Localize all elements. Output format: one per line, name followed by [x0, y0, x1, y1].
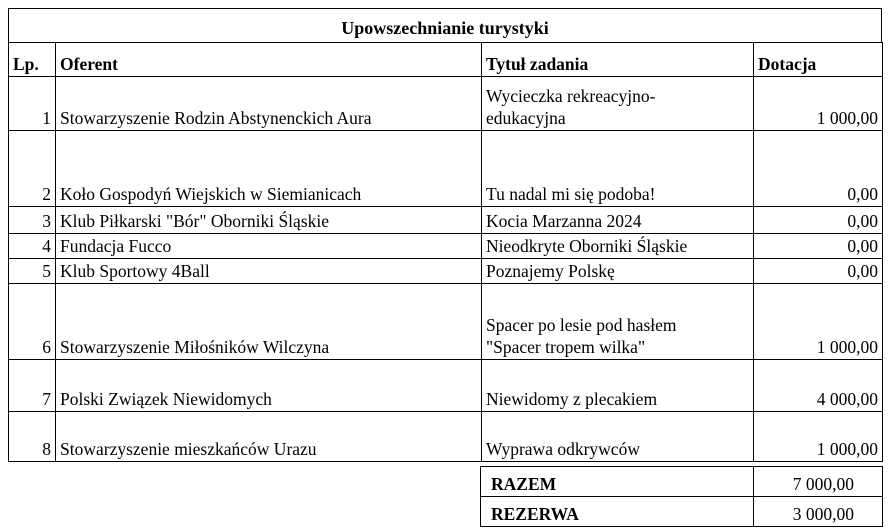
table-row [9, 131, 883, 207]
header-oferent: Oferent [56, 43, 482, 77]
header-lp: Lp. [9, 43, 56, 77]
header-tytul: Tytuł zadania [482, 43, 754, 77]
row-lp: 3 [9, 207, 56, 234]
row-dotacja: 1 000,00 [754, 412, 883, 462]
table-row [9, 412, 883, 462]
row-tytul: Poznajemy Polskę [482, 259, 754, 284]
row-tytul [482, 284, 754, 360]
row-tytul-line: Wycieczka rekreacyjno- [486, 86, 656, 106]
row-oferent: Stowarzyszenie mieszkańców Urazu [56, 412, 482, 462]
row-tytul [482, 77, 754, 131]
row-dotacja: 0,00 [754, 207, 883, 234]
row-oferent: Klub Sportowy 4Ball [56, 259, 482, 284]
row-tytul: Niewidomy z plecakiem [482, 360, 754, 412]
row-lp: 7 [9, 360, 56, 412]
header-row [9, 43, 883, 77]
grants-table [8, 42, 883, 462]
razem-value: 7 000,00 [754, 467, 883, 497]
row-tytul: Kocia Marzanna 2024 [482, 207, 754, 234]
row-tytul-line: "Spacer tropem wilka" [486, 337, 646, 357]
razem-label: RAZEM [481, 467, 754, 497]
row-lp: 8 [9, 412, 56, 462]
header-dotacja: Dotacja [754, 43, 883, 77]
row-lp: 4 [9, 234, 56, 259]
rezerwa-value: 3 000,00 [754, 497, 883, 527]
row-tytul: Nieodkryte Oborniki Śląskie [482, 234, 754, 259]
row-oferent: Klub Piłkarski "Bór" Oborniki Śląskie [56, 207, 482, 234]
row-oferent: Koło Gospodyń Wiejskich w Siemianicach [56, 131, 482, 207]
row-tytul: Wyprawa odkrywców [482, 412, 754, 462]
table-title [8, 8, 882, 43]
row-lp: 2 [9, 131, 56, 207]
row-dotacja: 4 000,00 [754, 360, 883, 412]
row-tytul: Tu nadal mi się podoba! [482, 131, 754, 207]
table-row [9, 234, 883, 259]
row-dotacja: 0,00 [754, 131, 883, 207]
row-dotacja: 0,00 [754, 234, 883, 259]
row-oferent: Stowarzyszenie Rodzin Abstynenckich Aura [56, 77, 482, 131]
row-tytul-line: Spacer po lesie pod hasłem [486, 315, 677, 335]
row-oferent: Polski Związek Niewidomych [56, 360, 482, 412]
row-tytul-line: edukacyjna [486, 108, 566, 128]
row-lp: 6 [9, 284, 56, 360]
table-row [9, 360, 883, 412]
row-dotacja: 1 000,00 [754, 284, 883, 360]
row-dotacja: 0,00 [754, 259, 883, 284]
row-oferent: Stowarzyszenie Miłośników Wilczyna [56, 284, 482, 360]
table-row [9, 77, 883, 131]
row-lp: 5 [9, 259, 56, 284]
table-row [9, 259, 883, 284]
row-lp: 1 [9, 77, 56, 131]
table-title-text: Upowszechnianie turystyki [341, 18, 549, 38]
rezerwa-row [481, 497, 883, 527]
totals-table [480, 466, 883, 527]
rezerwa-label: REZERWA [481, 497, 754, 527]
table-row [9, 207, 883, 234]
row-oferent: Fundacja Fucco [56, 234, 482, 259]
row-dotacja: 1 000,00 [754, 77, 883, 131]
razem-row [481, 467, 883, 497]
table-row [9, 284, 883, 360]
